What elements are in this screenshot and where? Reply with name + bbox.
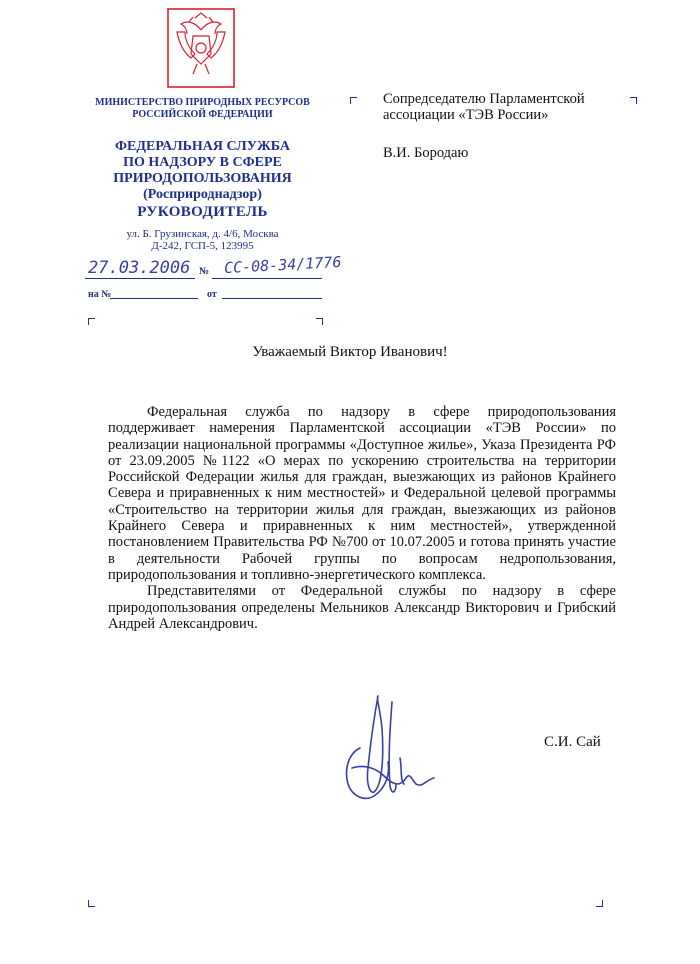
addressee-name: В.И. Бородаю <box>383 145 469 161</box>
service-line-4: (Росприроднадзор) <box>143 187 262 202</box>
ministry-name <box>95 97 310 120</box>
addressee-line-2: ассоциации «ТЭВ России» <box>383 107 549 123</box>
position-title: РУКОВОДИТЕЛЬ <box>137 204 268 220</box>
number-line <box>212 278 322 279</box>
service-name <box>95 139 310 203</box>
service-line-3: ПРИРОДОПОЛЬЗОВАНИЯ <box>113 171 292 186</box>
corner-mark <box>88 900 95 907</box>
date-line <box>85 278 195 279</box>
reply-number-line <box>110 298 198 299</box>
sender-address <box>95 228 310 252</box>
address-line-1: ул. Б. Грузинская, д. 4/6, Москва <box>126 228 279 240</box>
ministry-line-2: РОССИЙСКОЙ ФЕДЕРАЦИИ <box>132 108 273 120</box>
coat-of-arms-icon <box>167 8 235 88</box>
corner-mark <box>350 97 357 104</box>
service-line-1: ФЕДЕРАЛЬНАЯ СЛУЖБА <box>115 139 290 154</box>
salutation: Уважаемый Виктор Иванович! <box>252 344 448 360</box>
handwritten-signature <box>330 688 450 818</box>
corner-mark <box>88 318 95 325</box>
signatory-name: С.И. Сай <box>544 734 601 750</box>
corner-mark <box>316 318 323 325</box>
addressee-block <box>383 91 643 161</box>
number-sign: № <box>199 266 210 277</box>
corner-mark <box>596 900 603 907</box>
body-paragraph-1: Федеральная служба по надзору в сфере природопользования поддерживает намерения Парламентской ассоциации «ТЭВ России» по реализации национальной программы «Доступное жилье», Указа Президента РФ от 23.09.2005 №1122 «О мерах по ускорению строительства на территории Российской Федерации жилья для граждан, выезжающих из районов Крайнего Севера и приравненных к ним местностей» и Федеральной целевой программы «Строительство на территории жилья для граждан, выезжающих из районов Крайнего Севера и приравненных к ним местностей», утвержденной постановлением Правительства РФ №700 от 10.07.2005 и готова принять участие в деятельности Рабочей группы по вопросам недропользования, природопользования и топливно-энергетического комплекса. <box>108 404 616 583</box>
registration-number: СС-08-34/1776 <box>223 252 342 278</box>
from-label: от <box>207 289 217 300</box>
letter-body <box>108 404 616 632</box>
service-line-2: ПО НАДЗОРУ В СФЕРЕ <box>123 155 282 170</box>
ministry-line-1: МИНИСТЕРСТВО ПРИРОДНЫХ РЕСУРСОВ <box>95 97 310 108</box>
reply-date-line <box>222 298 322 299</box>
addressee-line-1: Сопредседателю Парламентской <box>383 91 585 107</box>
body-paragraph-2: Представителями от Федеральной службы по надзору в сфере природопользования определены Мельников Александр Викторович и Грибский Андрей Александрович. <box>108 583 616 632</box>
registration-date: 27.03.2006 <box>88 258 191 278</box>
address-line-2: Д-242, ГСП-5, 123995 <box>151 240 254 252</box>
reply-to-label: на № <box>88 289 112 300</box>
